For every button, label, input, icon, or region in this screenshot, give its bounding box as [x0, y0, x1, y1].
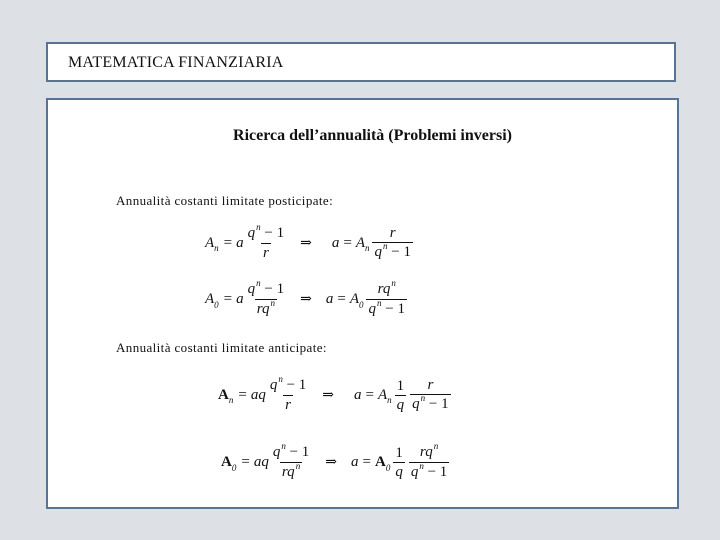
content-panel — [46, 98, 679, 509]
formula-posticipate-a0: A 0 = a $\frac{q^n - 1}{rq^n}$ ⇒ a = A 0 $\frac{rq^n}{q^n - 1}$ — [205, 278, 405, 317]
implies-arrow: ⇒ — [300, 292, 312, 307]
formula-anticipate-an: A n = aq $\frac{q^n - 1}{r}$ ⇒ a = A n $\frac{1}{q}$ $\frac{r}{q^n - 1}$ — [218, 374, 449, 413]
page-header-title: MATEMATICA FINANZIARIA — [68, 54, 284, 71]
formula-posticipate-an: A n = a $\frac{q^n - 1}{r}$ ⇒ a = A n $\frac{r}{q^n - 1}$ — [205, 222, 411, 261]
implies-arrow: ⇒ — [322, 387, 335, 403]
slide-title: Ricerca dell’annualità (Problemi inversi) — [233, 127, 512, 144]
header-box — [46, 42, 676, 82]
section-label-anticipate: Annualità costanti limitate anticipate: — [116, 340, 327, 355]
implies-arrow: ⇒ — [325, 455, 338, 470]
implies-arrow: ⇒ — [300, 235, 312, 251]
section-label-posticipate: Annualità costanti limitate posticipate: — [116, 193, 334, 208]
formula-anticipate-a0: A 0 = aq $\frac{q^n - 1}{rq^n}$ ⇒ a = A 0 $\frac{1}{q}$ $\frac{rq^n}{q^n - 1}$ — [221, 441, 448, 480]
